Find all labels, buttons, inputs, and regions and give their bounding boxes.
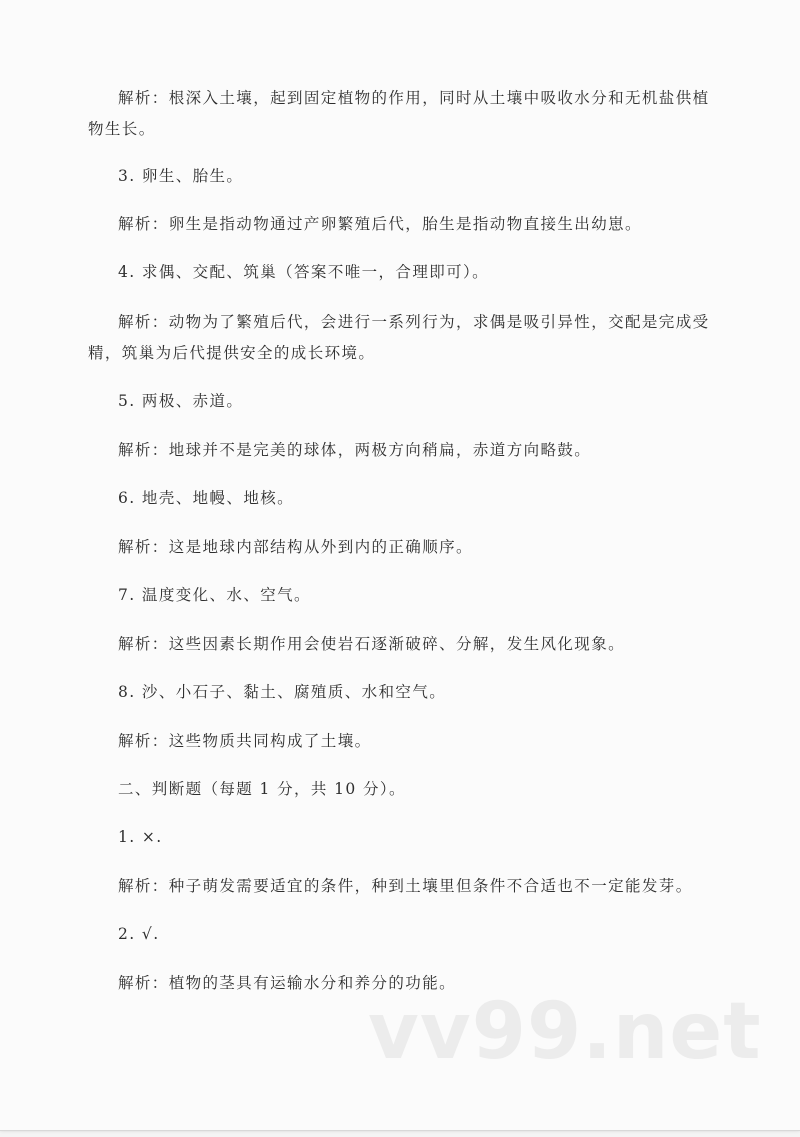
analysis-line: 解析：这些物质共同构成了土壤。	[118, 732, 372, 750]
answer-line: 2. √.	[118, 925, 160, 943]
analysis-line: 解析：植物的茎具有运输水分和养分的功能。	[118, 974, 457, 992]
analysis-line-continuation: 物生长。	[88, 120, 156, 138]
answer-line: 6. 地壳、地幔、地核。	[118, 489, 295, 507]
analysis-line: 解析：根深入土壤，起到固定植物的作用，同时从土壤中吸收水分和无机盐供植	[118, 89, 710, 107]
answer-line: 7. 温度变化、水、空气。	[118, 586, 311, 604]
analysis-line: 解析：动物为了繁殖后代，会进行一系列行为，求偶是吸引异性，交配是完成受	[118, 313, 710, 331]
analysis-line: 解析：卵生是指动物通过产卵繁殖后代，胎生是指动物直接生出幼崽。	[118, 215, 642, 233]
analysis-line: 解析：种子萌发需要适宜的条件，种到土壤里但条件不合适也不一定能发芽。	[118, 877, 693, 895]
analysis-line-continuation: 精，筑巢为后代提供安全的成长环境。	[88, 344, 376, 362]
page-bottom-edge	[0, 1130, 800, 1131]
analysis-line: 解析：地球并不是完美的球体，两极方向稍扁，赤道方向略鼓。	[118, 441, 592, 459]
analysis-line: 解析：这是地球内部结构从外到内的正确顺序。	[118, 538, 473, 556]
answer-line: 3. 卵生、胎生。	[118, 167, 244, 185]
analysis-line: 解析：这些因素长期作用会使岩石逐渐破碎、分解，发生风化现象。	[118, 635, 626, 653]
answer-line: 1. ×.	[118, 828, 163, 846]
answer-line: 5. 两极、赤道。	[118, 392, 244, 410]
section-heading: 二、判断题（每题 1 分，共 10 分）。	[118, 780, 406, 798]
answer-line: 8. 沙、小石子、黏土、腐殖质、水和空气。	[118, 683, 447, 701]
watermark: vv99.net	[368, 987, 762, 1077]
answer-line: 4. 求偶、交配、筑巢（答案不唯一，合理即可）。	[118, 263, 490, 281]
